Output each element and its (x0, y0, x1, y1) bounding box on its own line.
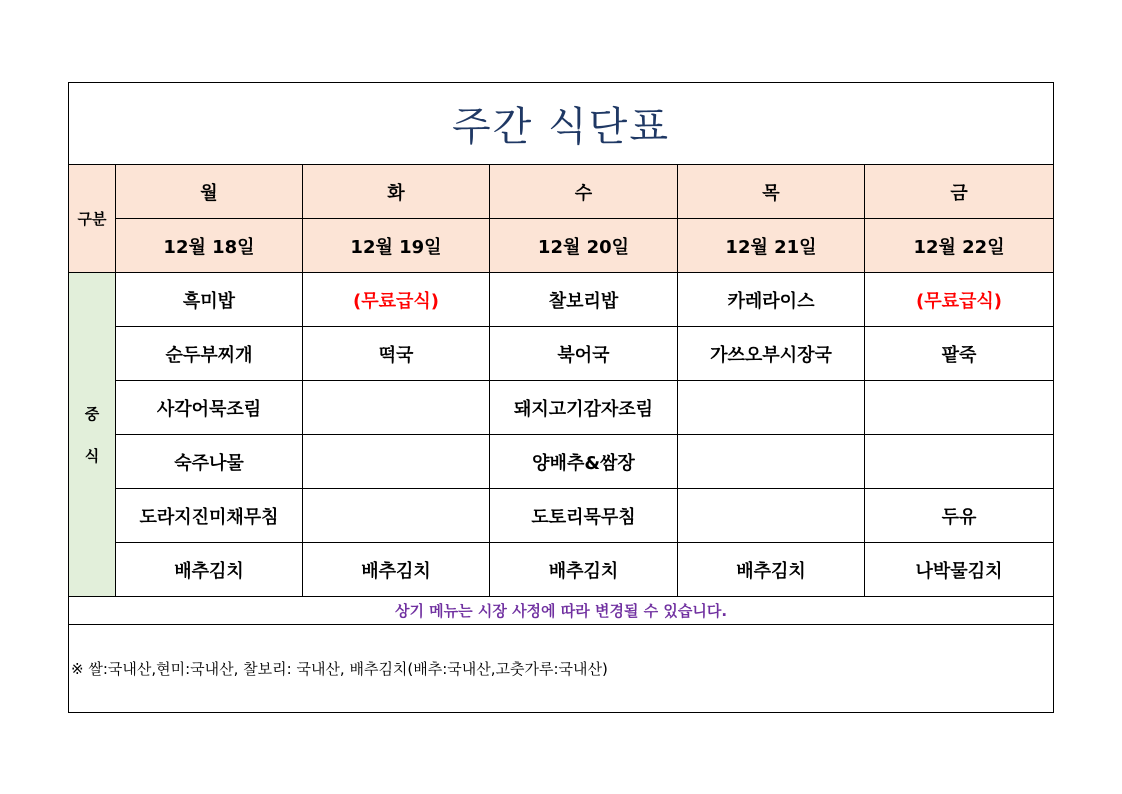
menu-item (678, 435, 865, 489)
menu-item: 도토리묵무침 (490, 489, 678, 543)
weekday-wed: 수 (490, 165, 678, 219)
menu-item: 찰보리밥 (490, 273, 678, 327)
menu-item: 북어국 (490, 327, 678, 381)
menu-item (865, 381, 1054, 435)
menu-row (69, 489, 1054, 543)
date-mon: 12월 18일 (116, 219, 303, 273)
weekday-mon: 월 (116, 165, 303, 219)
lunch-section-label (69, 273, 116, 597)
menu-row (69, 543, 1054, 597)
weekly-menu-sheet (68, 82, 1053, 711)
menu-item (678, 381, 865, 435)
menu-item-free-meal: (무료급식) (865, 273, 1054, 327)
menu-item: 카레라이스 (678, 273, 865, 327)
weekly-menu-table (68, 82, 1054, 713)
origin-note: ※ 쌀:국내산,현미:국내산, 찰보리: 국내산, 배추김치(배추:국내산,고춧가루:국내산) (69, 625, 1054, 713)
weekday-tue: 화 (303, 165, 490, 219)
section-label-line: 식 (84, 446, 100, 465)
title-row (69, 83, 1054, 165)
date-thu: 12월 21일 (678, 219, 865, 273)
menu-item: 두유 (865, 489, 1054, 543)
page-title: 주간 식단표 (69, 83, 1054, 165)
category-label: 구분 (69, 165, 116, 273)
menu-row (69, 435, 1054, 489)
date-header-row (69, 219, 1054, 273)
menu-item (303, 489, 490, 543)
menu-item: 가쓰오부시장국 (678, 327, 865, 381)
date-wed: 12월 20일 (490, 219, 678, 273)
date-fri: 12월 22일 (865, 219, 1054, 273)
notice-row (69, 597, 1054, 625)
menu-item: 떡국 (303, 327, 490, 381)
section-label-line: 중 (84, 404, 100, 423)
weekday-header-row (69, 165, 1054, 219)
date-tue: 12월 19일 (303, 219, 490, 273)
menu-item: 도라지진미채무침 (116, 489, 303, 543)
menu-item: 양배추&쌈장 (490, 435, 678, 489)
menu-row (69, 327, 1054, 381)
menu-row (69, 273, 1054, 327)
menu-item: 흑미밥 (116, 273, 303, 327)
menu-row (69, 381, 1054, 435)
weekday-fri: 금 (865, 165, 1054, 219)
menu-item: 나박물김치 (865, 543, 1054, 597)
origin-row (69, 625, 1054, 713)
menu-change-notice: 상기 메뉴는 시장 사정에 따라 변경될 수 있습니다. (69, 597, 1054, 625)
menu-item: 순두부찌개 (116, 327, 303, 381)
menu-item (678, 489, 865, 543)
menu-item: 배추김치 (116, 543, 303, 597)
menu-item: 돼지고기감자조림 (490, 381, 678, 435)
menu-item (865, 435, 1054, 489)
menu-item-free-meal: (무료급식) (303, 273, 490, 327)
menu-item: 배추김치 (490, 543, 678, 597)
menu-item: 팥죽 (865, 327, 1054, 381)
menu-item (303, 435, 490, 489)
weekday-thu: 목 (678, 165, 865, 219)
menu-item (303, 381, 490, 435)
menu-item: 사각어묵조림 (116, 381, 303, 435)
menu-item: 숙주나물 (116, 435, 303, 489)
menu-item: 배추김치 (678, 543, 865, 597)
menu-item: 배추김치 (303, 543, 490, 597)
